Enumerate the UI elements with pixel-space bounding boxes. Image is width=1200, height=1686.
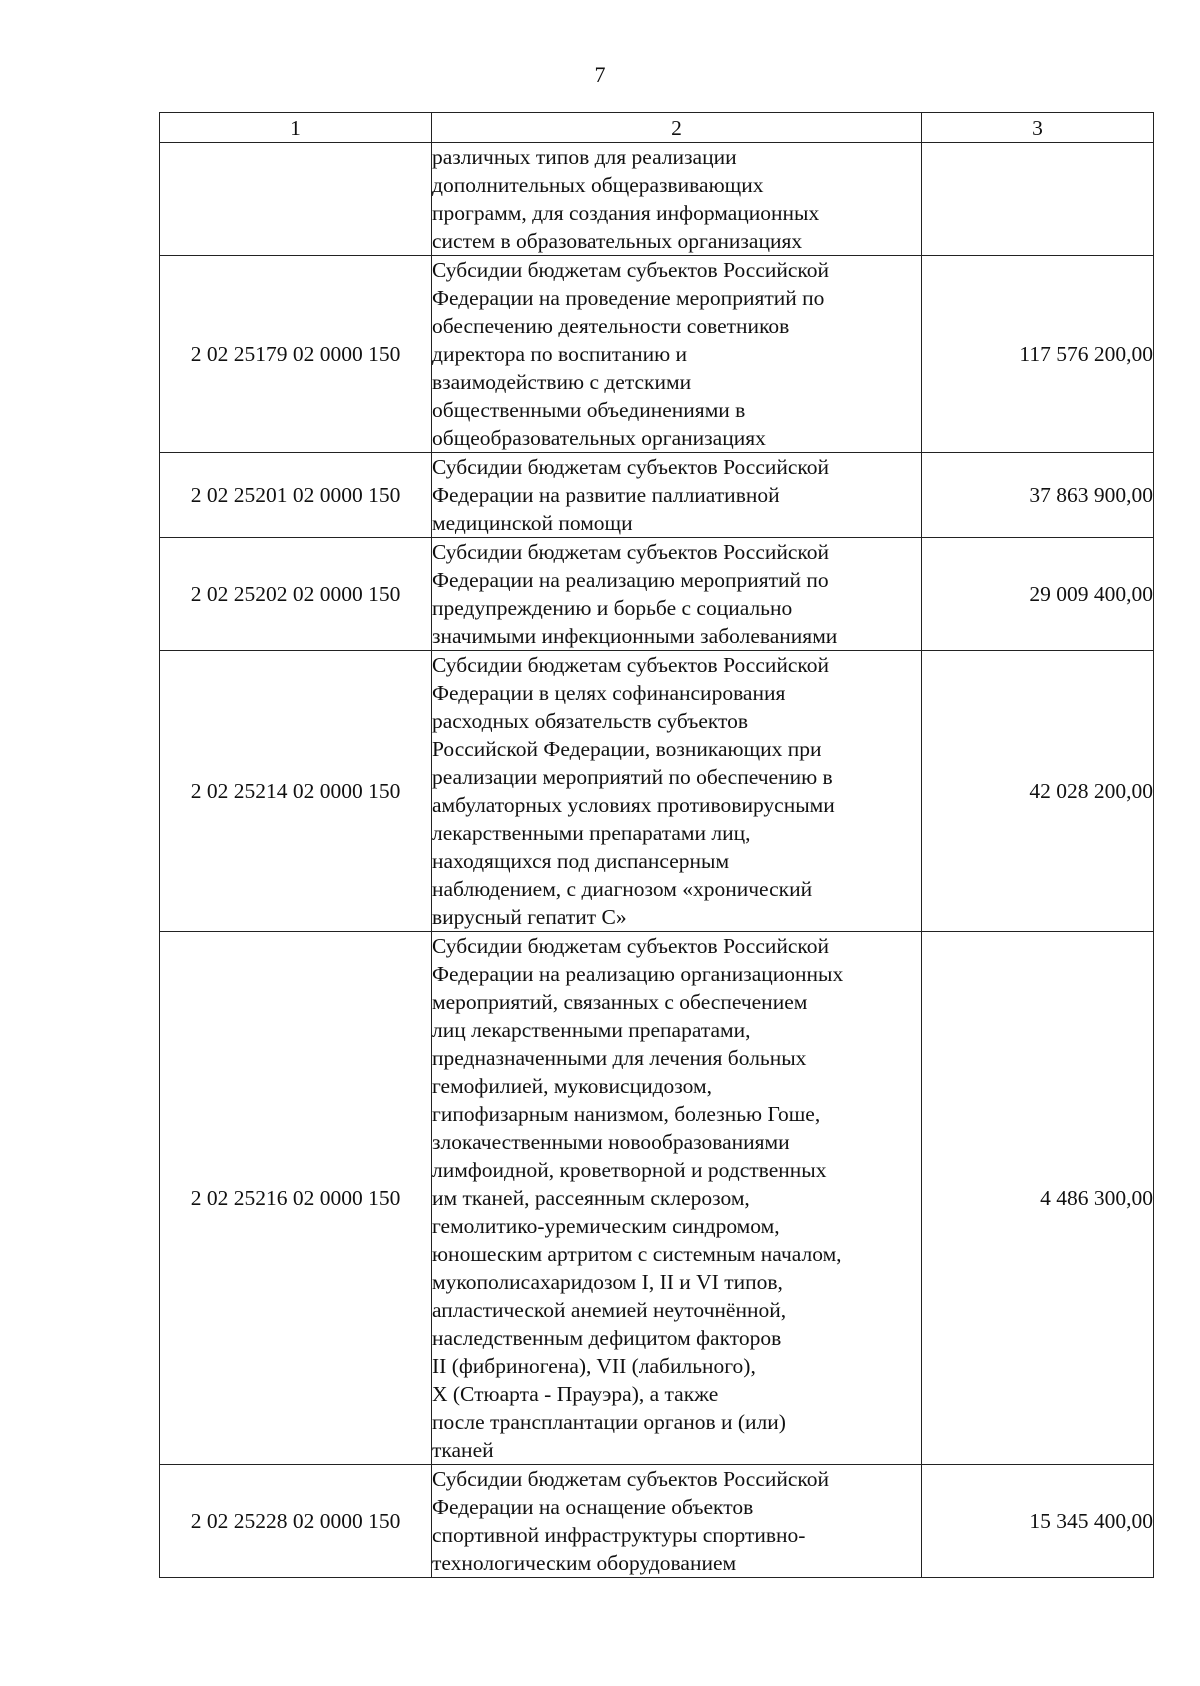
description-line: юношеским артритом с системным началом,: [432, 1242, 842, 1266]
table-row: [160, 143, 1154, 256]
description-line: лекарственными препаратами лиц,: [432, 821, 751, 845]
description-line: Федерации на реализацию организационных: [432, 962, 844, 986]
description-line: злокачественными новообразованиями: [432, 1130, 790, 1154]
description-line: общественными объединениями в: [432, 398, 746, 422]
column-header-code: 1: [160, 113, 432, 143]
description-line: мукополисахаридозом I, II и VI типов,: [432, 1270, 783, 1294]
description-line: дополнительных общеразвивающих: [432, 173, 764, 197]
description-line: Субсидии бюджетам субъектов Российской: [432, 540, 830, 564]
column-header-description: 2: [432, 113, 922, 143]
description-line: значимыми инфекционными заболеваниями: [432, 624, 838, 648]
description-line: предупреждению и борьбе с социально: [432, 596, 793, 620]
description-line: лиц лекарственными препаратами,: [432, 1018, 751, 1042]
description-line: II (фибриногена), VII (лабильного),: [432, 1354, 756, 1378]
description-line: лимфоидной, кроветворной и родственных: [432, 1158, 827, 1182]
income-code-cell: 2 02 25228 02 0000 150: [160, 1465, 432, 1578]
description-line: Федерации в целях софинансирования: [432, 681, 786, 705]
description-line: взаимодействию с детскими: [432, 370, 692, 394]
description-line: наблюдением, с диагнозом «хронический: [432, 877, 813, 901]
income-code-cell: 2 02 25201 02 0000 150: [160, 453, 432, 538]
description-cell: [432, 453, 922, 538]
table-body: [160, 143, 1154, 1578]
amount-cell: 15 345 400,00: [922, 1465, 1154, 1578]
table-row: [160, 538, 1154, 651]
description-line: обеспечению деятельности советников: [432, 314, 790, 338]
description-line: Федерации на оснащение объектов: [432, 1495, 754, 1519]
description-cell: [432, 538, 922, 651]
income-code-cell: 2 02 25179 02 0000 150: [160, 256, 432, 453]
description-line: Федерации на реализацию мероприятий по: [432, 568, 829, 592]
income-code-cell: 2 02 25214 02 0000 150: [160, 651, 432, 932]
description-line: предназначенными для лечения больных: [432, 1046, 807, 1070]
description-line: мероприятий, связанных с обеспечением: [432, 990, 808, 1014]
description-line: Российской Федерации, возникающих при: [432, 737, 822, 761]
column-header-amount: 3: [922, 113, 1154, 143]
amount-cell: 42 028 200,00: [922, 651, 1154, 932]
description-line: им тканей, рассеянным склерозом,: [432, 1186, 750, 1210]
description-line: гемолитико-уремическим синдромом,: [432, 1214, 780, 1238]
amount-cell: [922, 143, 1154, 256]
description-cell: [432, 932, 922, 1465]
description-line: тканей: [432, 1438, 494, 1462]
description-cell: [432, 143, 922, 256]
description-line: Субсидии бюджетам субъектов Российской: [432, 1467, 830, 1491]
description-cell: [432, 1465, 922, 1578]
description-cell: [432, 651, 922, 932]
description-cell: [432, 256, 922, 453]
description-line: Федерации на проведение мероприятий по: [432, 286, 825, 310]
description-line: амбулаторных условиях противовирусными: [432, 793, 835, 817]
description-line: наследственным дефицитом факторов: [432, 1326, 782, 1350]
description-line: различных типов для реализации: [432, 145, 737, 169]
description-line: вирусный гепатит С»: [432, 905, 627, 929]
description-line: общеобразовательных организациях: [432, 426, 766, 450]
table-row: [160, 256, 1154, 453]
description-line: гемофилией, муковисцидозом,: [432, 1074, 712, 1098]
income-code-cell: 2 02 25216 02 0000 150: [160, 932, 432, 1465]
table-row: [160, 1465, 1154, 1578]
description-line: находящихся под диспансерным: [432, 849, 730, 873]
table-row: [160, 932, 1154, 1465]
description-line: расходных обязательств субъектов: [432, 709, 749, 733]
table-row: [160, 651, 1154, 932]
amount-cell: 4 486 300,00: [922, 932, 1154, 1465]
description-line: после трансплантации органов и (или): [432, 1410, 786, 1434]
description-line: X (Стюарта - Прауэра), а также: [432, 1382, 719, 1406]
description-line: программ, для создания информационных: [432, 201, 820, 225]
income-code-cell: 2 02 25202 02 0000 150: [160, 538, 432, 651]
description-line: технологическим оборудованием: [432, 1551, 737, 1575]
description-line: гипофизарным нанизмом, болезнью Гоше,: [432, 1102, 821, 1126]
description-line: систем в образовательных организациях: [432, 229, 803, 253]
table-header-row: [160, 113, 1154, 143]
description-line: директора по воспитанию и: [432, 342, 688, 366]
amount-cell: 37 863 900,00: [922, 453, 1154, 538]
description-line: Федерации на развитие паллиативной: [432, 483, 780, 507]
description-line: Субсидии бюджетам субъектов Российской: [432, 258, 830, 282]
description-line: Субсидии бюджетам субъектов Российской: [432, 934, 830, 958]
amount-cell: 29 009 400,00: [922, 538, 1154, 651]
table-row: [160, 453, 1154, 538]
description-line: Субсидии бюджетам субъектов Российской: [432, 455, 830, 479]
description-line: реализации мероприятий по обеспечению в: [432, 765, 833, 789]
amount-cell: 117 576 200,00: [922, 256, 1154, 453]
description-line: медицинской помощи: [432, 511, 633, 535]
budget-table: [159, 112, 1154, 1578]
income-code-cell: [160, 143, 432, 256]
page-number: 7: [594, 62, 606, 87]
description-line: Субсидии бюджетам субъектов Российской: [432, 653, 830, 677]
description-line: апластической анемией неуточнённой,: [432, 1298, 787, 1322]
description-line: спортивной инфраструктуры спортивно-: [432, 1523, 806, 1547]
